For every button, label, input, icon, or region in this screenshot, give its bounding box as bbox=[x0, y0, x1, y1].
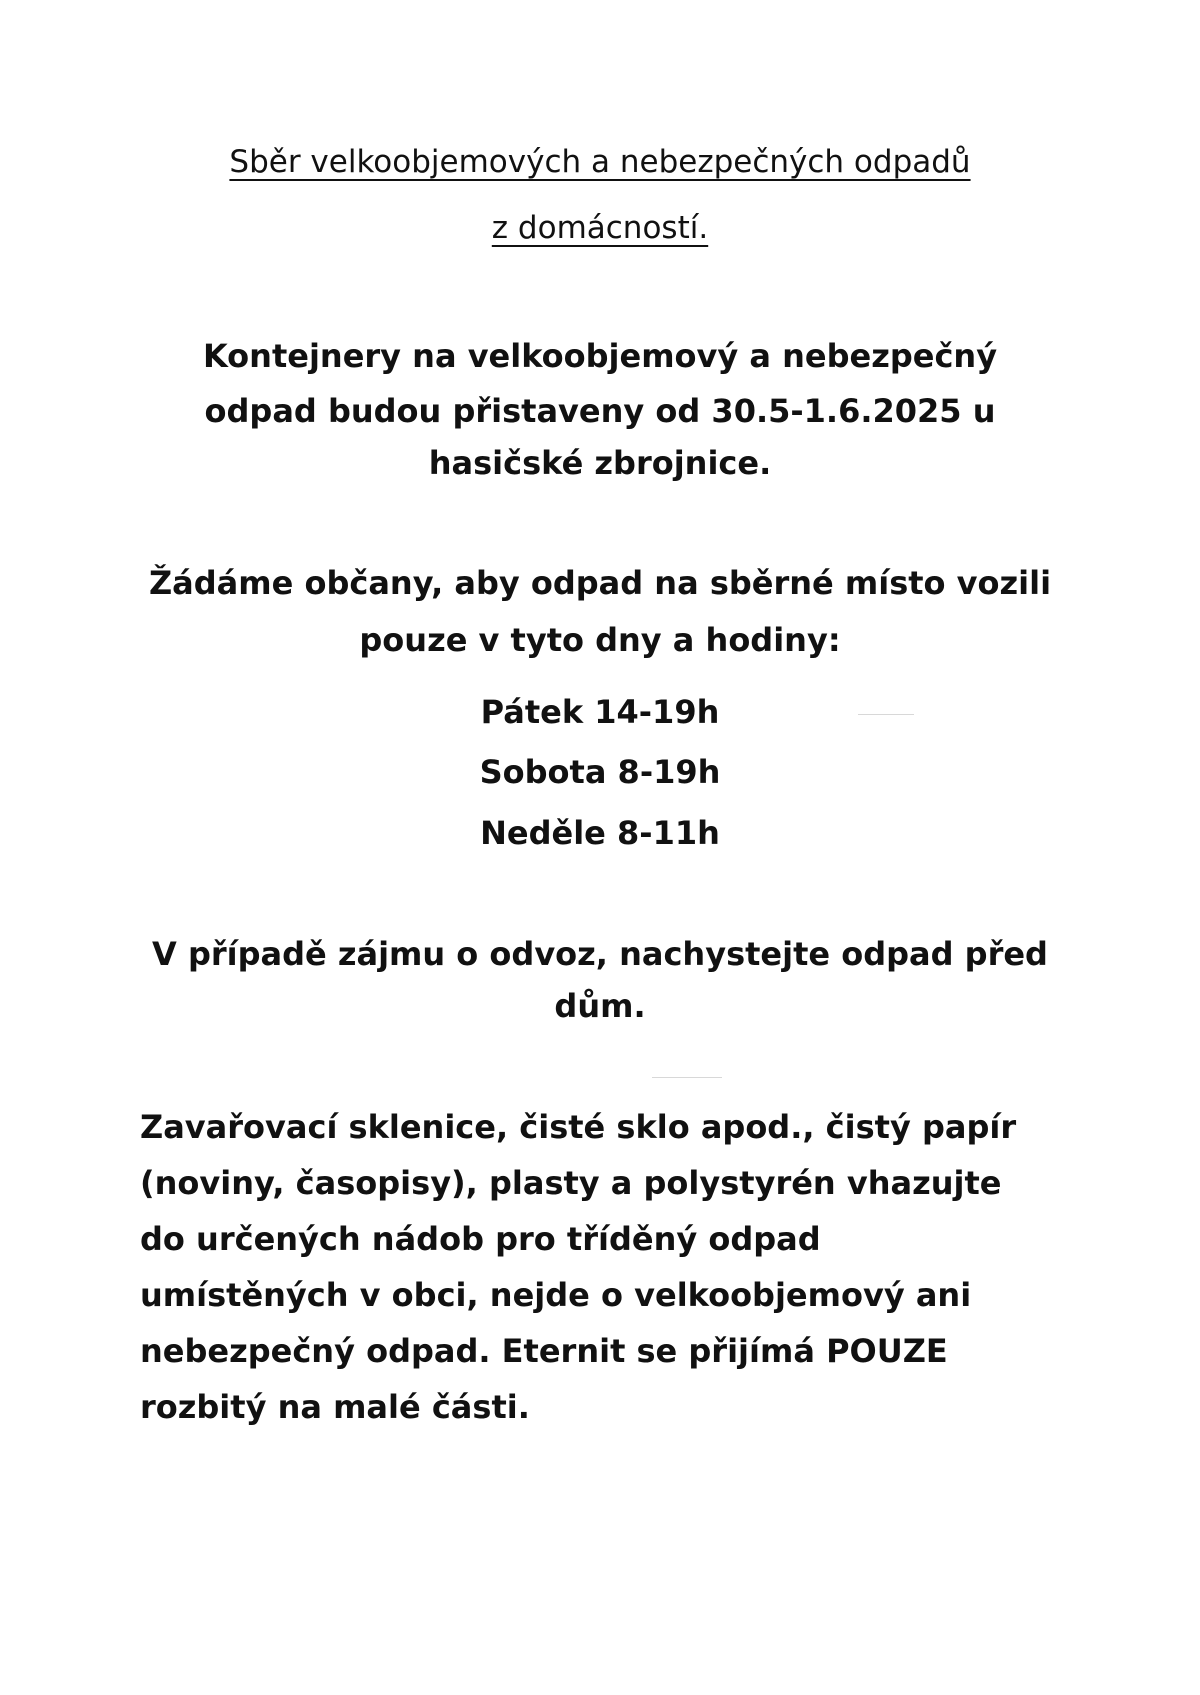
note-line-4: umístěných v obci, nejde o velkoobjemový ani bbox=[140, 1276, 972, 1314]
schedule-sunday: Neděle 8-11h bbox=[480, 814, 720, 852]
note-line-2: (noviny, časopisy), plasty a polystyrén vhazujte bbox=[140, 1164, 1002, 1202]
note-line-3: do určených nádob pro tříděný odpad bbox=[140, 1220, 821, 1258]
heading-line-1 bbox=[0, 143, 1200, 181]
containers-line-3: hasičské zbrojnice. bbox=[428, 444, 772, 482]
note-line-6: rozbitý na malé části. bbox=[140, 1388, 530, 1426]
containers-line-1: Kontejnery na velkoobjemový a nebezpečný bbox=[202, 337, 998, 375]
heading-line-1-text: Sběr velkoobjemových a nebezpečných odpadů bbox=[229, 144, 971, 180]
containers-line-2: odpad budou přistaveny od 30.5-1.6.2025 u bbox=[204, 392, 996, 430]
schedule-friday: Pátek 14-19h bbox=[480, 693, 720, 731]
scan-speck bbox=[652, 1077, 722, 1078]
heading-line-2-text: z domácností. bbox=[491, 210, 709, 246]
pickup-line-2: dům. bbox=[554, 987, 646, 1025]
note-line-1: Zavařovací sklenice, čisté sklo apod., čistý papír bbox=[140, 1108, 1017, 1146]
request-line-1: Žádáme občany, aby odpad na sběrné místo vozili bbox=[148, 564, 1052, 602]
note-line-5: nebezpečný odpad. Eternit se přijímá POUZE bbox=[140, 1332, 948, 1370]
scan-speck bbox=[858, 714, 914, 715]
pickup-line-1: V případě zájmu o odvoz, nachystejte odpad před bbox=[152, 935, 1048, 973]
note-paragraph bbox=[140, 1107, 1100, 1443]
schedule-saturday: Sobota 8-19h bbox=[479, 753, 721, 791]
request-line-2: pouze v tyto dny a hodiny: bbox=[359, 621, 841, 659]
heading-line-2 bbox=[0, 209, 1200, 247]
